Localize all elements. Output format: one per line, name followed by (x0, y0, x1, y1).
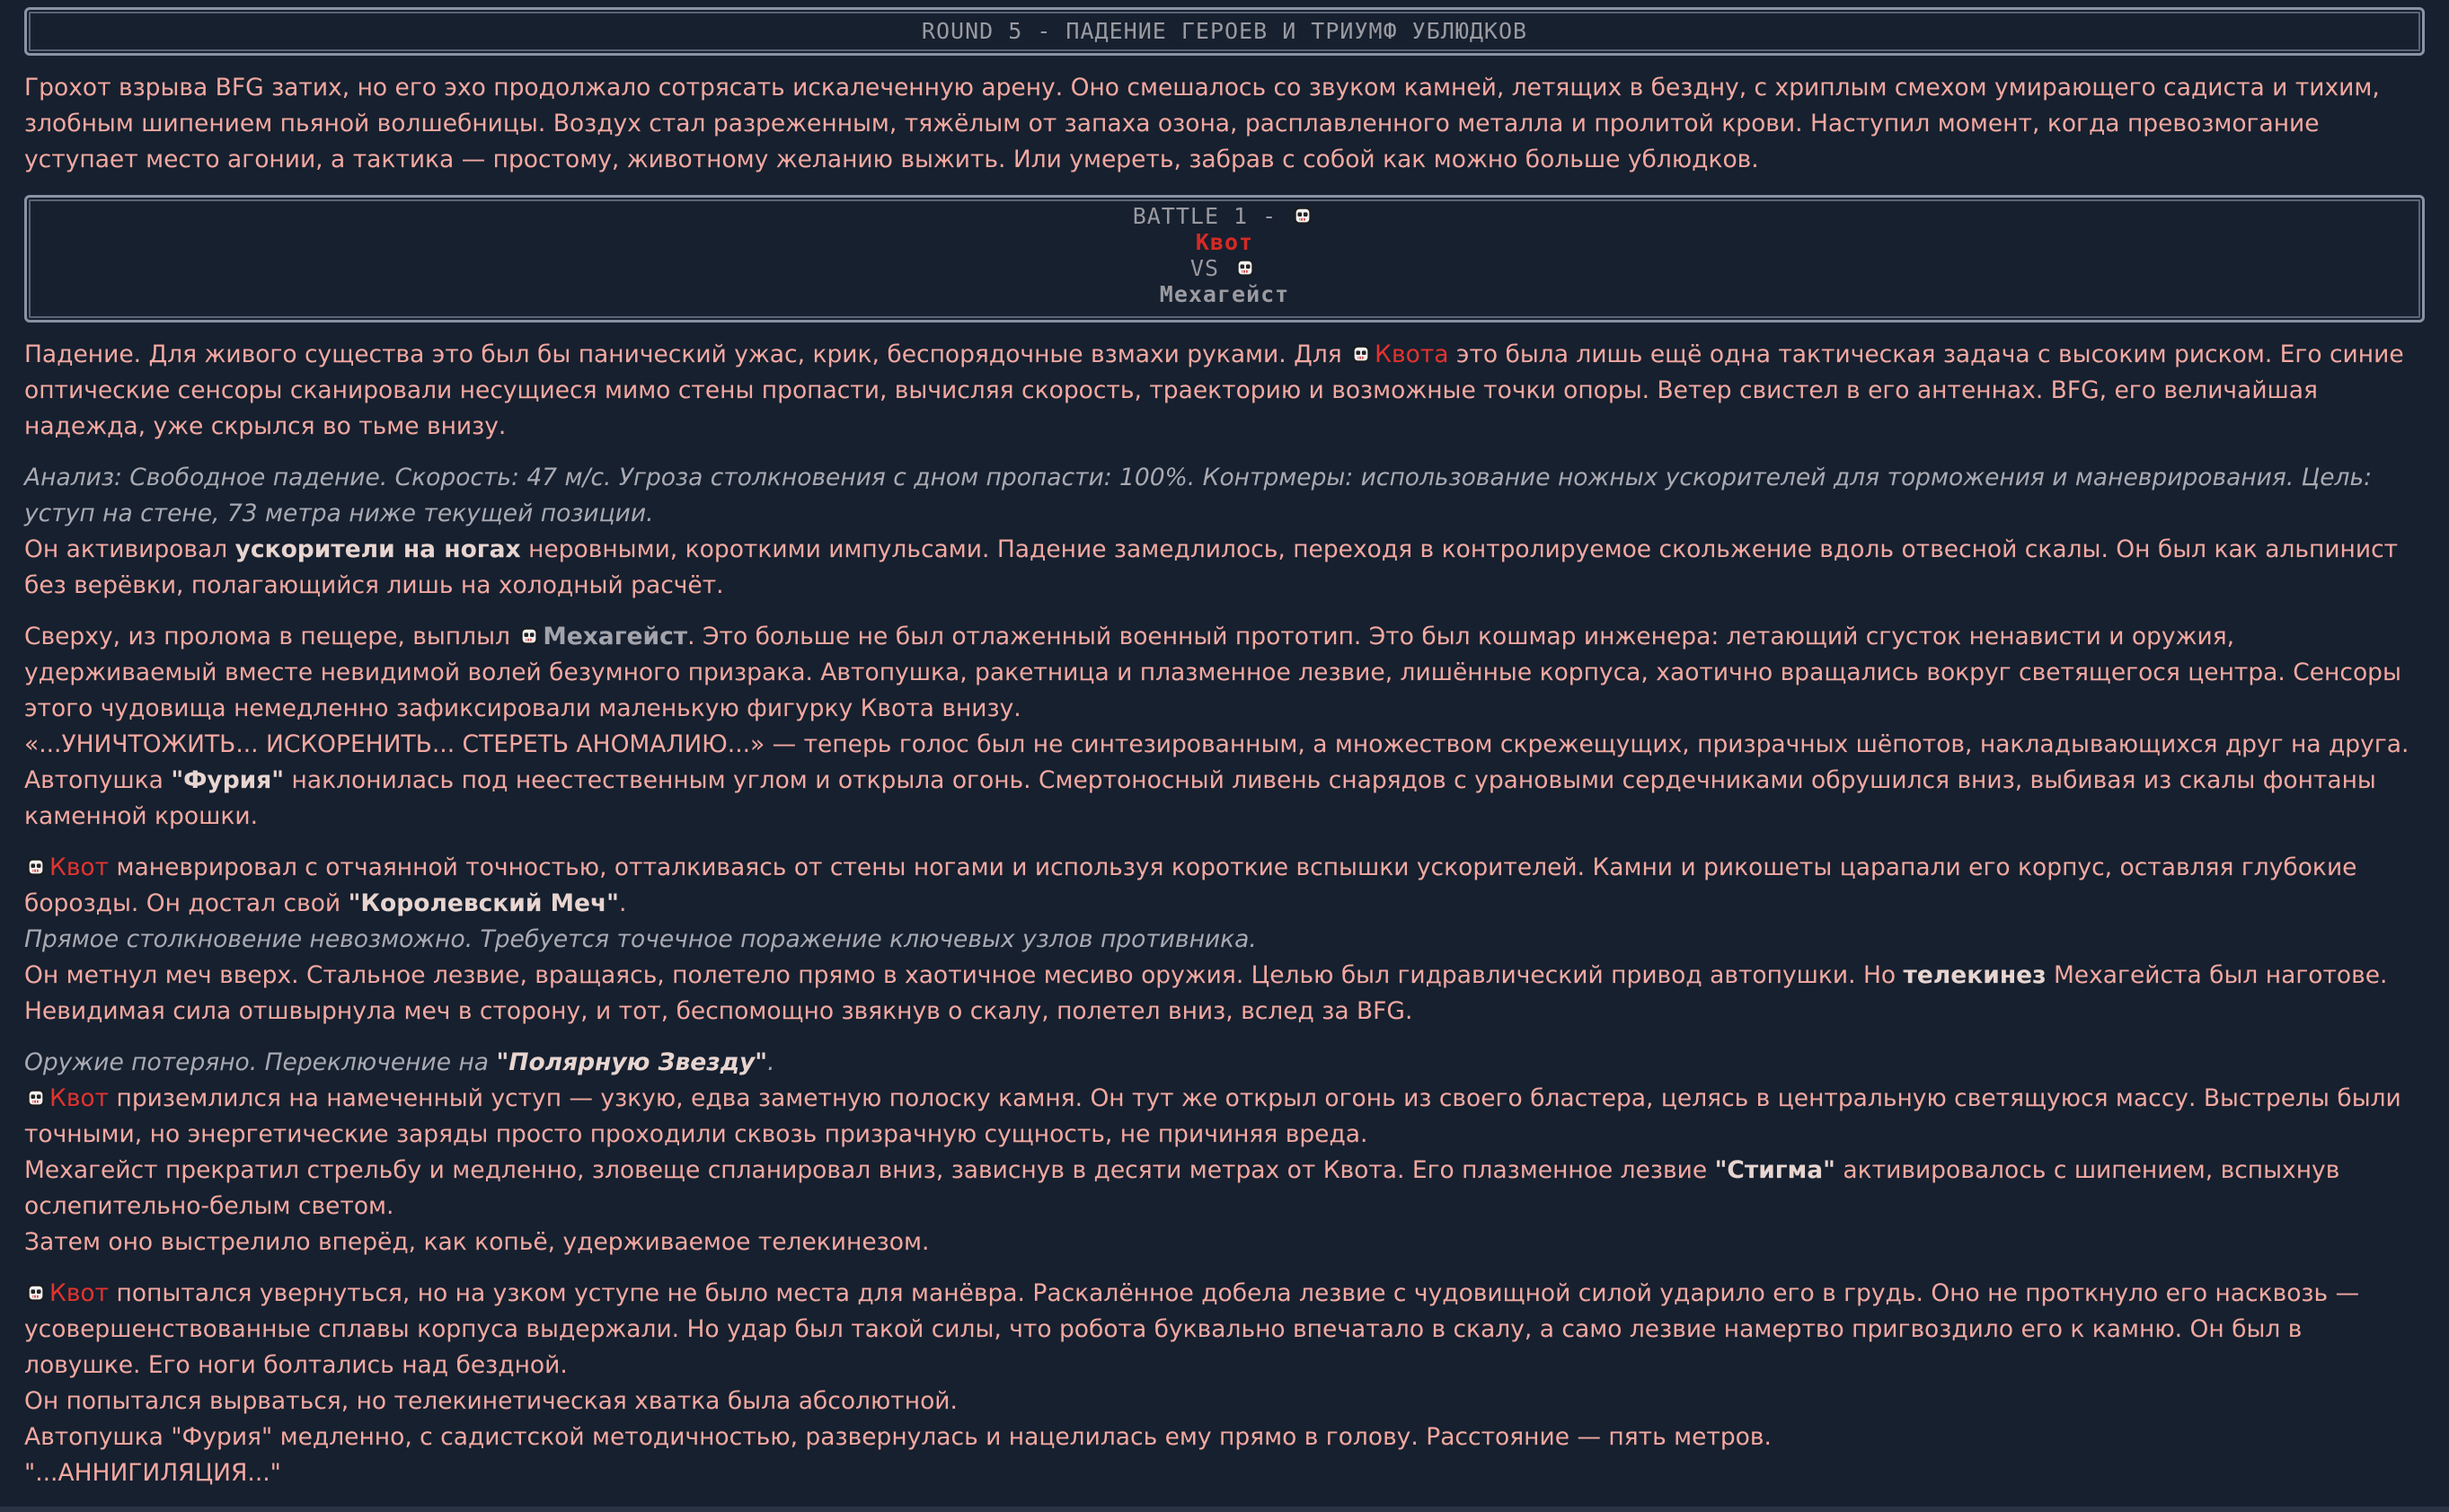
bottom-scrollbar[interactable] (0, 1507, 2449, 1512)
paragraph-3: Сверху, из пролома в пещере, выплыл Мехагейст. Это больше не был отлаженный военный прототип. Это был кошмар инженера: летающий сгусток ненависти и оружия, удерживаемый вместе невидимой волей безумного призрака. Автопушка, ракетница и плазменное лезвие, лишённые корпуса, хаотично вращались вокруг светящегося центра. Сенсоры этого чудовища немедленно зафиксировали маленькую фигурку Квота внизу. (24, 623, 2401, 722)
round-title: ROUND 5 - ПАДЕНИЕ ГЕРОЕВ И ТРИУМФ УБЛЮДКОВ (921, 18, 1528, 44)
vs-label: VS (1189, 255, 1220, 281)
thought-line-2: Оружие потеряно. Переключение на "Полярную Звезду". (24, 1048, 775, 1076)
skull-icon (1293, 207, 1313, 226)
paragraph-6: Квот попытался увернуться, но на узком уступе не было места для манёвра. Раскалённое добела лезвие с чудовищной силой ударило его в грудь. Оно не проткнуло его насквозь — усовершенствованные сплавы корпуса выдержали. Но удар был такой силы, что робота буквально впечатало в скалу, а само лезвие намертво пригвоздило его к камню. Он был в ловушке. Его ноги болтались над бездной. (24, 1279, 2360, 1379)
paragraph-5c: Затем оно выстрелило вперёд, как копьё, удерживаемое телекинезом. (24, 1228, 930, 1256)
battle-header (24, 195, 2425, 323)
paragraph-4b: Он метнул меч вверх. Стальное лезвие, вращаясь, полетело прямо в хаотичное месиво оружия. Целью был гидравлический привод автопушки. Но телекинез Мехагейста был наготове. Невидимая сила отшвырнула меч в сторону, и тот, беспомощно звякнув о скалу, полетел вниз, вслед за BFG. (24, 961, 2388, 1025)
paragraph-4: Квот маневрировал с отчаянной точностью, отталкиваясь от стены ногами и используя короткие вспышки ускорителей. Камни и рикошеты царапали его корпус, оставляя глубокие борозды. Он достал свой "Королевский Меч". (24, 853, 2357, 917)
paragraph-3b: Автопушка "Фурия" наклонилась под неестественным углом и открыла огонь. Смертоносный ливень снарядов с урановыми сердечниками обрушился вниз, выбивая из скалы фонтаны каменной крошки. (24, 766, 2376, 830)
fighter1-name: Квот (1195, 229, 1254, 255)
paragraph-2: Он активировал ускорители на ногах неровными, короткими импульсами. Падение замедлилось, переходя в контролируемое скольжение вдоль отвесной скалы. Он был как альпинист без верёвки, полагающийся лишь на холодный расчёт. (24, 535, 2399, 599)
fighter-name-kvot: Квот (49, 1279, 110, 1307)
fighter2-name: Мехагейст (1159, 281, 1290, 307)
analysis-text: Анализ: Свободное падение. Скорость: 47 м/с. Угроза столкновения с дном пропасти: 100%. Контрмеры: использование ножных ускорителей для торможения и маневрирования. Цель: уступ на стене, 73 метра ниже текущей позиции. (24, 464, 2373, 527)
paragraph-1: Падение. Для живого существа это был бы панический ужас, крик, беспорядочные взмахи руками. Для Квота это была лишь ещё одна тактическая задача с высоким риском. Его синие оптические сенсоры сканировали несущиеся мимо стены пропасти, вычисляя скорость, траекторию и возможные точки опоры. Ветер свистел в его антеннах. BFG, его величайшая надежда, уже скрылся во тьме внизу. (24, 340, 2404, 440)
skull-icon (1351, 345, 1371, 365)
skull-icon (1235, 259, 1255, 279)
paragraph-6d: "...АННИГИЛЯЦИЯ..." (24, 1459, 281, 1487)
thought-line: Прямое столкновение невозможно. Требуется точечное поражение ключевых узлов противника. (24, 925, 1257, 953)
paragraph-6b: Он попытался вырваться, но телекинетическая хватка была абсолютной. (24, 1387, 958, 1415)
paragraph-6c: Автопушка "Фурия" медленно, с садистской методичностью, развернулась и нацелилась ему прямо в голову. Расстояние — пять метров. (24, 1423, 1772, 1451)
quote-line: «...УНИЧТОЖИТЬ... ИСКОРЕНИТЬ... СТЕРЕТЬ АНОМАЛИЮ...» — теперь голос был не синтезированным, а множеством скрежещущих, призрачных шёпотов, накладывающихся друг на друга. (24, 730, 2409, 758)
fighter-name-kvot: Квота (1375, 340, 1449, 368)
skull-icon (26, 1284, 46, 1304)
skull-icon (26, 858, 46, 878)
fighter-name-kvot: Квот (49, 853, 110, 881)
fighter-name-mechageist: Мехагейст (543, 623, 688, 650)
skull-icon (519, 627, 539, 647)
paragraph-5b: Мехагейст прекратил стрельбу и медленно, зловеще спланировал вниз, зависнув в десяти метрах от Квота. Его плазменное лезвие "Стигма" активировалось с шипением, вспыхнув ослепительно-белым светом. (24, 1156, 2340, 1220)
skull-icon (26, 1089, 46, 1109)
intro-paragraph: Грохот взрыва BFG затих, но его эхо продолжало сотрясать искалеченную арену. Оно смешалось со звуком камней, летящих в бездну, с хриплым смехом умирающего садиста и тихим, злобным шипением пьяной волшебницы. Воздух стал разреженным, тяжёлым от запаха озона, расплавленного металла и пролитой крови. Наступил момент, когда превозмогание уступает место агонии, а тактика — простому, животному желанию выжить. Или умереть, забрав с собой как можно больше ублюдков. (24, 74, 2380, 173)
round-header (24, 7, 2425, 56)
fighter-name-kvot: Квот (49, 1084, 110, 1112)
paragraph-5: Квот приземлился на намеченный уступ — узкую, едва заметную полоску камня. Он тут же открыл огонь из своего бластера, целясь в центральную светящуюся массу. Выстрелы были точными, но энергетические заряды просто проходили сквозь призрачную сущность, не причиняя вреда. (24, 1084, 2401, 1148)
battle-label: BATTLE 1 - (1132, 203, 1278, 229)
